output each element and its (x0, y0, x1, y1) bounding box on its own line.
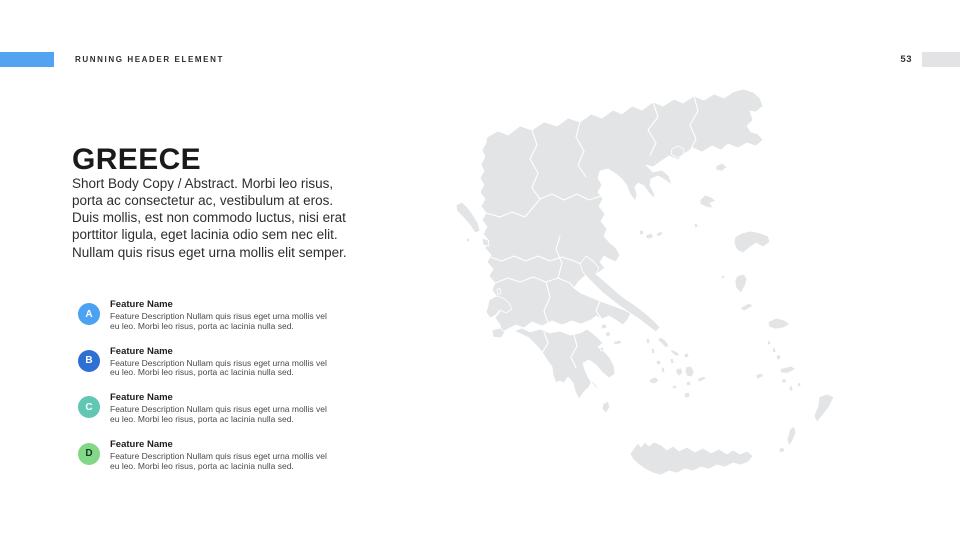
slide-title: GREECE (72, 143, 202, 177)
feature-item-d (78, 439, 348, 472)
feature-text (110, 299, 332, 332)
greece-map (450, 85, 850, 485)
corfu-island (456, 202, 480, 233)
feature-name: Feature Name (110, 438, 173, 450)
samos-island (768, 318, 790, 329)
feature-text (110, 392, 332, 425)
chios-island (735, 274, 747, 293)
feature-badge-c: C (78, 396, 100, 418)
feature-badge-a: A (78, 303, 100, 325)
feature-text (110, 439, 332, 472)
feature-description: Feature Description Nullam quis risus eget urna mollis vel eu leo. Morbi leo risus, porta ac lacinia nulla sed. (110, 404, 327, 424)
feature-list (78, 299, 348, 485)
feature-item-b (78, 346, 348, 379)
header-accent-bar (0, 52, 54, 67)
page-number: 53 (900, 54, 912, 65)
feature-name: Feature Name (110, 392, 173, 404)
crete-island (630, 442, 753, 475)
kos-island (780, 366, 796, 373)
ikaria-island (740, 303, 753, 311)
header-end-bar (922, 52, 960, 67)
feature-text (110, 346, 332, 379)
lesbos-island (734, 231, 770, 253)
body-copy: Short Body Copy / Abstract. Morbi leo risus, porta ac consectetur ac, vestibulum at eros. Duis mollis, est non commodo luctus, nisi erat porttitor ligula, eget lacinia odio sem nec elit. Nullam quis risus eget urna mollis elit semper. (72, 175, 347, 260)
feature-description: Feature Description Nullam quis risus eget urna mollis vel eu leo. Morbi leo risus, porta ac lacinia nulla sed. (110, 311, 327, 331)
naxos-island (685, 366, 694, 377)
feature-description: Feature Description Nullam quis risus eget urna mollis vel eu leo. Morbi leo risus, porta ac lacinia nulla sed. (110, 357, 327, 378)
feature-badge-b: B (78, 350, 100, 372)
feature-name: Feature Name (110, 345, 173, 357)
feature-item-c (78, 392, 348, 425)
feature-item-a (78, 299, 348, 332)
feature-badge-d: D (78, 443, 100, 465)
kythira-island (602, 401, 610, 413)
running-header-text: RUNNING HEADER ELEMENT (75, 55, 224, 64)
samothrace-island (716, 163, 727, 171)
milos-island (649, 377, 659, 384)
limnos-island (700, 195, 716, 208)
feature-name: Feature Name (110, 299, 173, 310)
andros-island (658, 337, 669, 348)
peloponnese (514, 328, 615, 399)
feature-description: Feature Description Nullam quis risus eget urna mollis vel eu leo. Morbi leo risus, porta ac lacinia nulla sed. (110, 450, 327, 471)
rhodes-island (814, 394, 834, 422)
karpathos-island (787, 426, 796, 446)
santorini-island (684, 392, 690, 398)
